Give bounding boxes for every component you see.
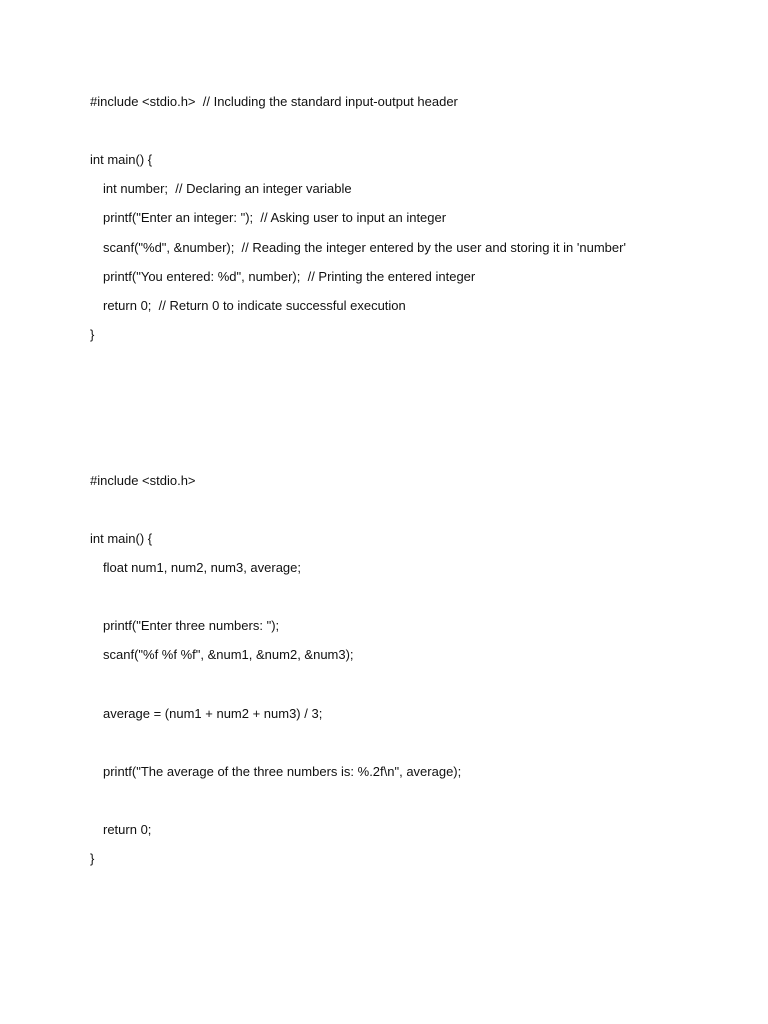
code-line-printf-result: printf("The average of the three numbers is: %.2f\n", average); [103,764,462,779]
code-line-include: #include <stdio.h> // Including the standard input-output header [90,94,458,109]
code-line-declare-floats: float num1, num2, num3, average; [103,560,302,575]
code-line-include: #include <stdio.h> [90,473,196,488]
code-line-return: return 0; // Return 0 to indicate successful execution [103,298,406,313]
code-line-main-open: int main() { [90,531,153,546]
code-line-return: return 0; [103,822,152,837]
code-line-scanf: scanf("%f %f %f", &num1, &num2, &num3); [103,647,354,662]
code-line-main-close: } [90,327,95,342]
code-line-scanf: scanf("%d", &number); // Reading the integer entered by the user and storing it in 'number' [103,240,626,255]
code-line-printf-prompt: printf("Enter an integer: "); // Asking user to input an integer [103,210,447,225]
code-line-main-close: } [90,851,95,866]
code-line-printf-result: printf("You entered: %d", number); // Printing the entered integer [103,269,476,284]
code-line-average: average = (num1 + num2 + num3) / 3; [103,706,323,721]
code-line-printf-prompt: printf("Enter three numbers: "); [103,618,280,633]
code-line-main-open: int main() { [90,152,153,167]
code-line-declare-number: int number; // Declaring an integer variable [103,181,352,196]
